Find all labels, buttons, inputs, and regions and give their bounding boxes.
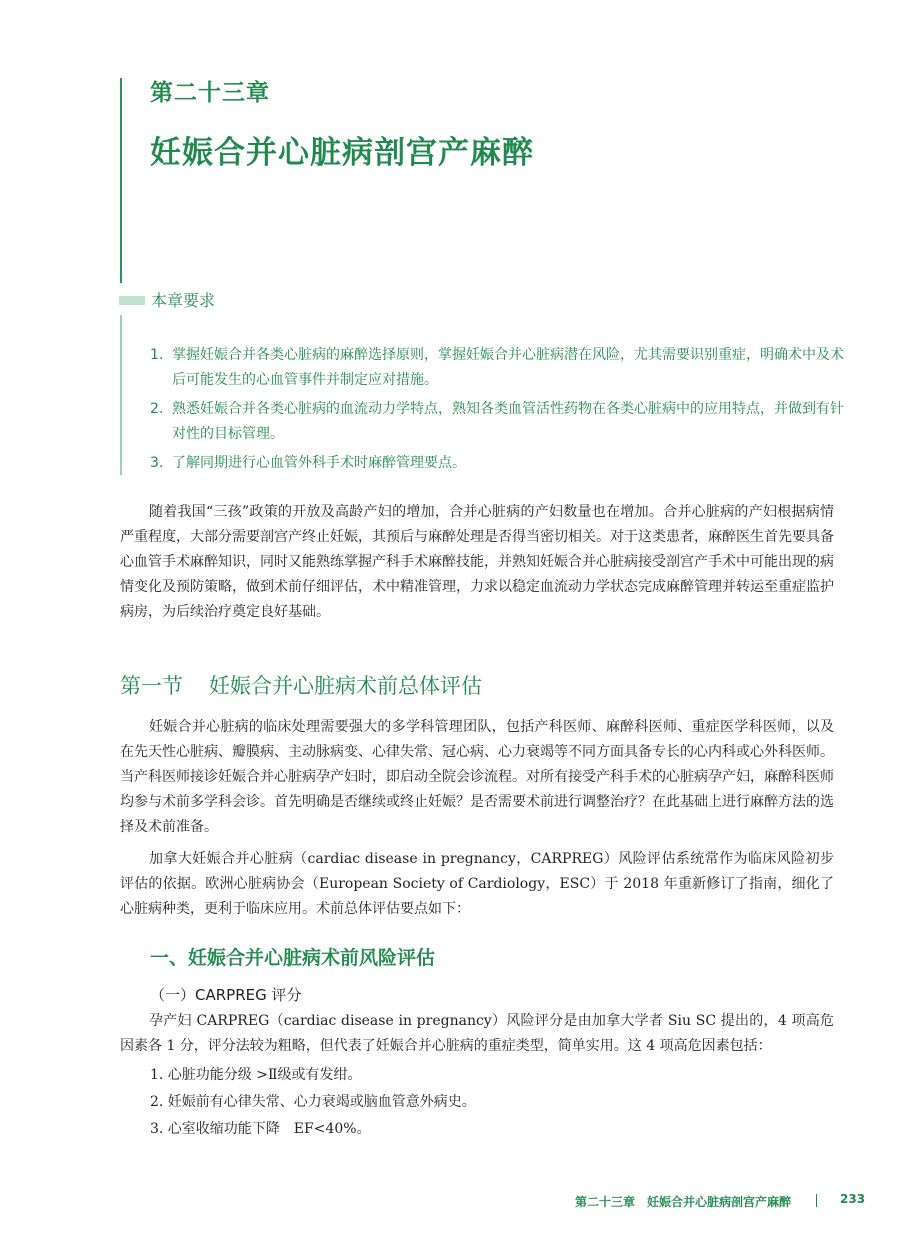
requirement-number: 1. (150, 347, 164, 363)
requirement-text: 了解同期进行心血管外科手术时麻醉管理要点。 (172, 455, 466, 471)
requirement-item (150, 343, 850, 393)
list-item: 2. 妊娠前有心律失常、心力衰竭或脑血管意外病史。 (150, 1094, 476, 1110)
body-paragraph: 妊娠合并心脏病的临床处理需要强大的多学科管理团队，包括产科医师、麻醉科医师、重症医学科医师，以及在先天性心脏病、瓣膜病、主动脉病变、心律失常、冠心病、心力衰竭等不同方面具备专长的心内科或心外科医师。当产科医师接诊妊娠合并心脏病孕产妇时，即启动全院会诊流程。对所有接受产科手术的心脏病孕产妇，麻醉科医师均参与术前多学科会诊。首先明确是否继续或终止妊娠？是否需要术前进行调整治疗？在此基础上进行麻醉方法的选择及术前准备。 (120, 719, 834, 835)
chapter-number: 第二十三章 (150, 80, 270, 106)
chapter-rule (120, 78, 122, 283)
page-number: 233 (840, 1192, 866, 1206)
requirement-number: 3. (150, 455, 164, 471)
body-paragraph: 孕产妇 CARPREG（cardiac disease in pregnancy）风险评分是由加拿大学者 Siu SC 提出的，4 项高危因素各 1 分，评分法较为粗略，但代表了妊娠合并心脏病的重症类型，简单实用。这 4 项高危因素包括： (120, 1013, 834, 1054)
requirements-rule (120, 315, 122, 475)
requirement-item (150, 451, 850, 476)
section-label: 第一节 (120, 674, 183, 698)
intro-paragraph: 随着我国“三孩”政策的开放及高龄产妇的增加，合并心脏病的产妇数量也在增加。合并心脏病的产妇根据病情严重程度，大部分需要剖宫产终止妊娠，其预后与麻醉处理是否得当密切相关。对于这类患者，麻醉医生首先要具备心血管手术麻醉知识，同时又能熟练掌握产科手术麻醉技能，并熟知妊娠合并心脏病接受剖宫产手术中可能出现的病情变化及预防策略，做到术前仔细评估，术中精准管理，力求以稳定血流动力学状态完成麻醉管理并转运至重症监护病房，为后续治疗奠定良好基础。 (120, 504, 834, 620)
requirements-heading: 本章要求 (151, 291, 216, 310)
requirement-text: 掌握妊娠合并各类心脏病的麻醉选择原则，掌握妊娠合并心脏病潜在风险，尤其需要识别重症，明确术中及术后可能发生的心血管事件并制定应对措施。 (172, 347, 844, 388)
chapter-title: 妊娠合并心脏病剖宫产麻醉 (150, 135, 534, 171)
section-title-text: 妊娠合并心脏病术前总体评估 (209, 674, 482, 698)
requirement-item (150, 397, 850, 447)
footer-separator (816, 1194, 817, 1207)
requirement-text: 熟悉妊娠合并各类心脏病的血流动力学特点，熟知各类血管活性药物在各类心脏病中的应用特点，并做到有针对性的目标管理。 (172, 401, 844, 442)
list-item: 1. 心脏功能分级 >Ⅱ级或有发绀。 (150, 1067, 362, 1083)
requirements-marker (119, 296, 145, 305)
running-footer: 第二十三章 妊娠合并心脏病剖宫产麻醉 (575, 1195, 792, 1209)
requirement-number: 2. (150, 401, 164, 417)
list-item: 3. 心室收缩功能下降 EF<40%。 (150, 1121, 371, 1137)
section-title (120, 670, 482, 700)
subsubsection-title: （一）CARPREG 评分 (150, 986, 302, 1004)
subsection-title: 一、妊娠合并心脏病术前风险评估 (150, 947, 436, 969)
body-paragraph: 加拿大妊娠合并心脏病（cardiac disease in pregnancy，CARPREG）风险评估系统常作为临床风险初步评估的依据。欧洲心脏病协会（European Society of Cardiology，ESC）于 2018 年重新修订了指南，细化了心脏病种类，更利于临床应用。术前总体评估要点如下： (120, 851, 834, 917)
